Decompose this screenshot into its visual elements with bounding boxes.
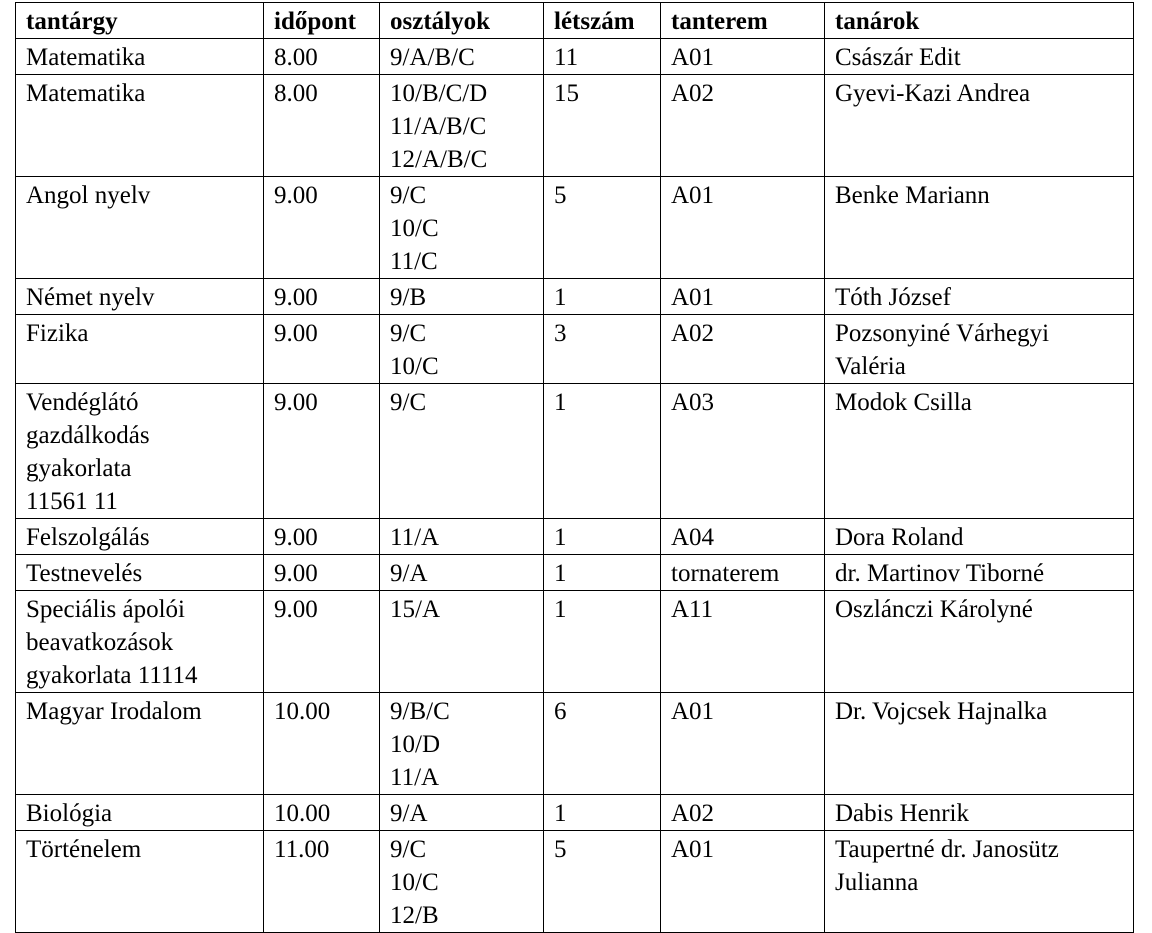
cell-teachers-line: Tóth József [835, 284, 951, 311]
cell-time: 10.00 [264, 693, 380, 795]
cell-room: tornaterem [661, 555, 825, 591]
cell-classes [380, 831, 544, 933]
cell-subject [16, 591, 264, 693]
cell-subject [16, 384, 264, 519]
cell-subject-line: Vendéglátó [26, 389, 139, 416]
header-teachers: tanárok [825, 3, 1134, 39]
header-room: tanterem [661, 3, 825, 39]
cell-subject-line: Speciális ápolói [26, 596, 185, 623]
cell-room: A01 [661, 831, 825, 933]
cell-classes-line: 9/B [390, 284, 427, 311]
cell-classes-line: 9/B/C [390, 698, 450, 725]
cell-teachers-line: dr. Martinov Tiborné [835, 560, 1045, 587]
table-body [16, 39, 1134, 933]
cell-classes [380, 315, 544, 384]
cell-classes [380, 795, 544, 831]
cell-subject-line: Történelem [26, 836, 142, 863]
cell-classes [380, 384, 544, 519]
cell-room: A04 [661, 519, 825, 555]
cell-classes [380, 39, 544, 75]
cell-subject-line: Matematika [26, 44, 146, 71]
cell-subject [16, 795, 264, 831]
cell-subject [16, 75, 264, 177]
cell-time: 9.00 [264, 519, 380, 555]
cell-count: 5 [544, 831, 661, 933]
table-header-row [16, 3, 1134, 39]
cell-room: A11 [661, 591, 825, 693]
cell-teachers-line: Dr. Vojcsek Hajnalka [835, 698, 1048, 725]
cell-room: A01 [661, 39, 825, 75]
cell-classes [380, 519, 544, 555]
cell-teachers-line: Oszlánczi Károlyné [835, 596, 1033, 623]
cell-time: 9.00 [264, 555, 380, 591]
cell-teachers [825, 519, 1134, 555]
cell-teachers-line: Modok Csilla [835, 389, 972, 416]
cell-teachers [825, 693, 1134, 795]
cell-count: 1 [544, 591, 661, 693]
cell-time: 10.00 [264, 795, 380, 831]
cell-teachers [825, 555, 1134, 591]
table-row [16, 693, 1134, 795]
cell-time: 9.00 [264, 315, 380, 384]
cell-subject-line: Magyar Irodalom [26, 698, 202, 725]
cell-classes-line: 9/C [390, 836, 427, 863]
table-row [16, 177, 1134, 279]
cell-room: A01 [661, 693, 825, 795]
cell-time: 9.00 [264, 177, 380, 279]
cell-classes-line: 10/D [390, 731, 440, 758]
cell-count: 1 [544, 279, 661, 315]
table-row [16, 279, 1134, 315]
cell-teachers-line: Taupertné dr. Janosütz [835, 836, 1059, 863]
cell-subject-line: Angol nyelv [26, 182, 151, 209]
cell-classes-line: 11/A/B/C [390, 113, 487, 140]
cell-classes-line: 9/A/B/C [390, 44, 475, 71]
cell-subject-line: Német nyelv [26, 284, 155, 311]
cell-subject-line: Biológia [26, 800, 113, 827]
cell-time: 8.00 [264, 75, 380, 177]
cell-time: 9.00 [264, 384, 380, 519]
cell-subject-line: Matematika [26, 80, 146, 107]
exam-schedule-table [15, 2, 1134, 933]
cell-classes-line: 9/C [390, 389, 427, 416]
cell-time: 11.00 [264, 831, 380, 933]
cell-count: 3 [544, 315, 661, 384]
cell-room: A02 [661, 315, 825, 384]
cell-subject-line: gyakorlata [26, 455, 132, 482]
cell-classes-line: 11/C [390, 248, 438, 275]
cell-subject-line: Felszolgálás [26, 524, 150, 551]
table-row [16, 795, 1134, 831]
cell-subject [16, 315, 264, 384]
cell-classes-line: 10/B/C/D [390, 80, 488, 107]
cell-teachers-line: Julianna [835, 869, 919, 896]
cell-subject [16, 555, 264, 591]
table-row [16, 591, 1134, 693]
cell-classes-line: 9/C [390, 182, 427, 209]
table-row [16, 831, 1134, 933]
cell-classes-line: 9/C [390, 320, 427, 347]
cell-classes [380, 693, 544, 795]
cell-teachers-line: Gyevi-Kazi Andrea [835, 80, 1031, 107]
cell-classes [380, 177, 544, 279]
table-row [16, 39, 1134, 75]
cell-count: 5 [544, 177, 661, 279]
cell-teachers [825, 177, 1134, 279]
table-row [16, 384, 1134, 519]
table-row [16, 75, 1134, 177]
cell-classes-line: 9/A [390, 800, 428, 827]
cell-subject-line: 11561 11 [26, 488, 118, 515]
cell-classes-line: 11/A [390, 764, 440, 791]
cell-time: 9.00 [264, 591, 380, 693]
cell-classes-line: 15/A [390, 596, 440, 623]
cell-subject-line: gyakorlata 11114 [26, 662, 198, 689]
header-time: időpont [264, 3, 380, 39]
cell-classes-line: 12/A/B/C [390, 146, 488, 173]
cell-count: 11 [544, 39, 661, 75]
cell-subject [16, 39, 264, 75]
cell-teachers [825, 831, 1134, 933]
cell-classes-line: 9/A [390, 560, 428, 587]
cell-classes [380, 279, 544, 315]
cell-subject-line: beavatkozások [26, 629, 174, 656]
cell-classes-line: 10/C [390, 215, 439, 242]
cell-teachers-line: Valéria [835, 353, 906, 380]
cell-teachers-line: Dabis Henrik [835, 800, 969, 827]
cell-subject [16, 693, 264, 795]
cell-teachers [825, 39, 1134, 75]
cell-classes [380, 591, 544, 693]
cell-classes [380, 555, 544, 591]
cell-count: 6 [544, 693, 661, 795]
cell-teachers-line: Dora Roland [835, 524, 964, 551]
table-row [16, 315, 1134, 384]
cell-count: 1 [544, 384, 661, 519]
cell-subject [16, 177, 264, 279]
cell-classes-line: 10/C [390, 869, 439, 896]
cell-teachers-line: Császár Edit [835, 44, 961, 71]
cell-count: 1 [544, 555, 661, 591]
cell-room: A03 [661, 384, 825, 519]
cell-teachers [825, 75, 1134, 177]
cell-time: 9.00 [264, 279, 380, 315]
cell-subject-line: Fizika [26, 320, 89, 347]
cell-subject [16, 831, 264, 933]
table-row [16, 519, 1134, 555]
header-count: létszám [544, 3, 661, 39]
cell-subject-line: Testnevelés [26, 560, 143, 587]
cell-room: A01 [661, 279, 825, 315]
cell-teachers [825, 795, 1134, 831]
cell-classes [380, 75, 544, 177]
header-subject: tantárgy [16, 3, 264, 39]
cell-teachers [825, 384, 1134, 519]
cell-classes-line: 12/B [390, 902, 439, 929]
cell-count: 15 [544, 75, 661, 177]
cell-room: A01 [661, 177, 825, 279]
header-classes: osztályok [380, 3, 544, 39]
cell-count: 1 [544, 519, 661, 555]
cell-classes-line: 11/A [390, 524, 440, 551]
cell-classes-line: 10/C [390, 353, 439, 380]
cell-teachers-line: Benke Mariann [835, 182, 990, 209]
cell-teachers [825, 279, 1134, 315]
cell-time: 8.00 [264, 39, 380, 75]
cell-room: A02 [661, 75, 825, 177]
cell-room: A02 [661, 795, 825, 831]
cell-teachers [825, 591, 1134, 693]
cell-subject [16, 519, 264, 555]
cell-subject-line: gazdálkodás [26, 422, 150, 449]
table-row [16, 555, 1134, 591]
cell-teachers-line: Pozsonyiné Várhegyi [835, 320, 1050, 347]
cell-count: 1 [544, 795, 661, 831]
cell-subject [16, 279, 264, 315]
cell-teachers [825, 315, 1134, 384]
